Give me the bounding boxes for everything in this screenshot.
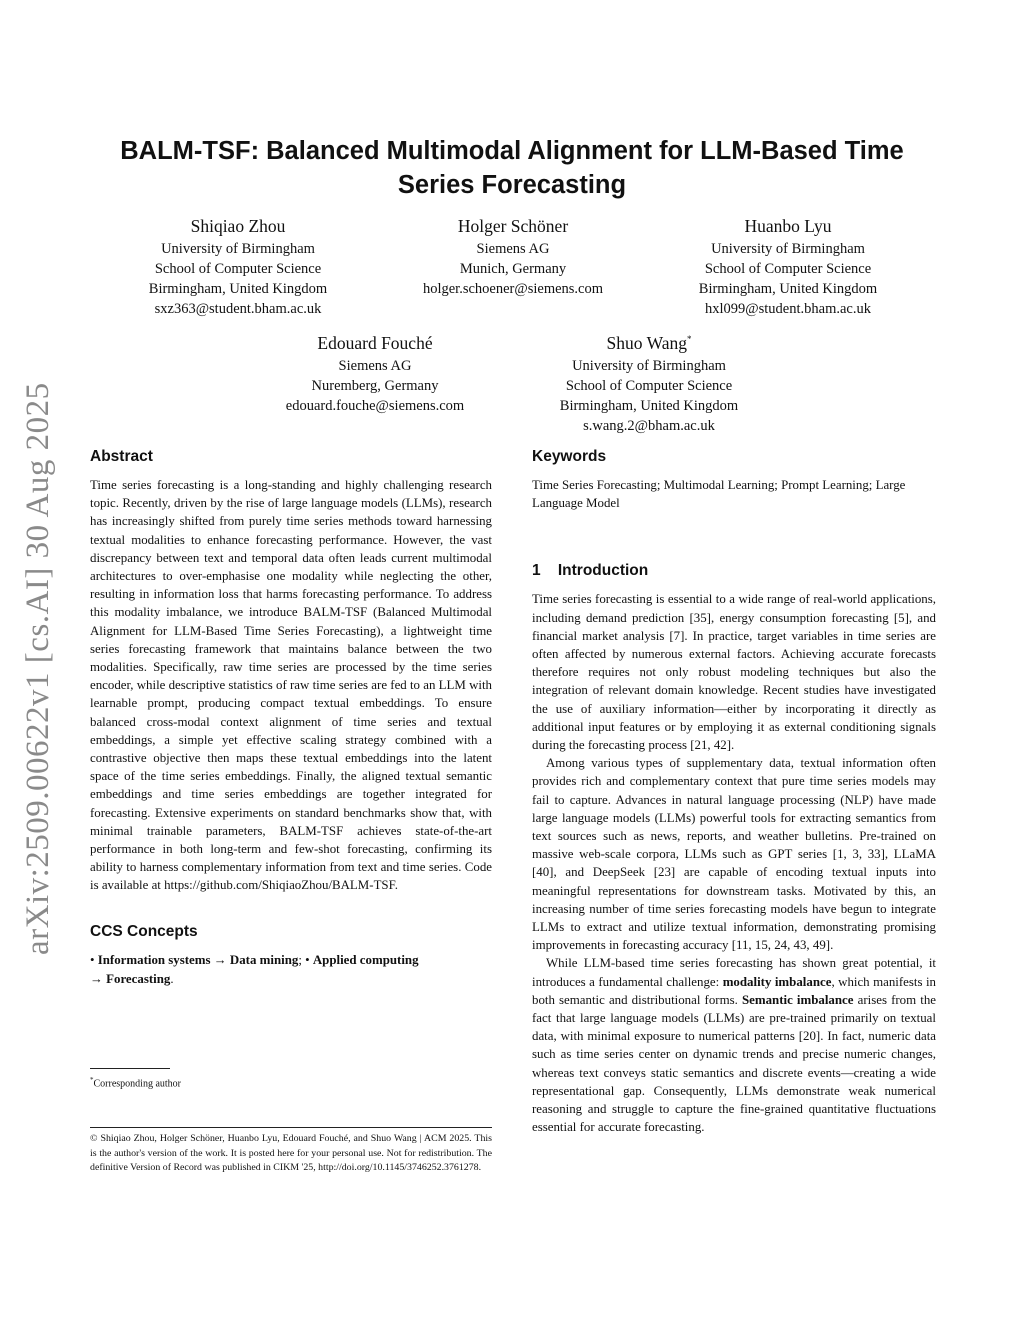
author-email: edouard.fouche@siemens.com	[285, 398, 465, 414]
footnote-divider	[90, 1068, 170, 1069]
copyright-notice: © Shiqiao Zhou, Holger Schöner, Huanbo Lyu, Edouard Fouché, and Shuo Wang | ACM 2025. This is the author's version of the work. It is posted here for your personal use. Not for redistribution. The definitive Version of Record was published in CIKM '25, http://doi.org/10.1145/3746252.3761278.	[90, 1133, 492, 1174]
author-affiliation: University of Birmingham	[711, 241, 865, 257]
ccs-end: .	[170, 971, 174, 986]
intro-text: While LLM-based time series forecasting has shown great potential, it introduces a fundamental challenge:	[532, 956, 936, 989]
author-affiliation: Siemens AG	[338, 358, 412, 374]
intro-paragraph-2: Among various types of supplementary data, textual information often provides rich and complementary context that pure time series models may fail to capture. Advances in natural language processing (NLP) have made large language models (LLMs) powerful tools for extracting semantics from text sources such as news, reports, and weather bulletins. Pre-trained on massive web-scale corpora, LLMs such as GPT series [1, 3, 33], LLaMA [40], and DeepSeek [23] are capable of encoding textual inputs into meaningful representations for downstream tasks. Motivated by this, an increasing number of time series forecasting models have begun to integrate LLMs to extract and utilize textual information, demonstrating promising improvements in forecasting accuracy [11, 15, 24, 43, 49].	[532, 756, 936, 953]
author-location: Birmingham, United Kingdom	[148, 281, 328, 297]
ccs-concepts	[90, 951, 492, 989]
ccs-bullet: •	[90, 952, 95, 967]
author-department: School of Computer Science	[565, 378, 733, 394]
ccs-term: Applied computing	[312, 952, 419, 967]
author-block	[245, 330, 505, 416]
author-email: s.wang.2@bham.ac.uk	[583, 418, 715, 434]
right-column	[532, 446, 936, 1137]
corresponding-author-mark: *	[686, 334, 692, 345]
author-email: holger.schoener@siemens.com	[422, 281, 604, 297]
author-name-text: Shuo Wang	[606, 333, 687, 353]
author-block	[658, 213, 918, 319]
intro-paragraph-1: Time series forecasting is essential to a wide range of real-world applications, including demand prediction [35], energy consumption forecasting [5], and financial market analysis [7]. In practice, target variables in time series are often affected by numerous external factors. Achieving accurate forecasts therefore requires not only robust modeling techniques but also the integration of relevant domain knowledge. Recent studies have investigated the use of auxiliary information—either by incorporating it directly as additional input features or by employing it as external conditioning signals during the forecasting process [21, 42].	[532, 592, 936, 753]
author-block	[108, 213, 368, 319]
ccs-term: Information systems	[97, 952, 211, 967]
author-name	[519, 330, 779, 356]
introduction-heading: 1 Introduction	[532, 562, 649, 580]
keywords-text: Time Series Forecasting; Multimodal Learning; Prompt Learning; Large Language Model	[532, 478, 906, 511]
author-block	[519, 330, 779, 436]
author-name: Shiqiao Zhou	[190, 216, 286, 236]
abstract-text: Time series forecasting is a long-standing and highly challenging research topic. Recently, driven by the rise of large language models (LLMs), research has increasingly shifted from purely time series methods toward harnessing textual modalities to enhance forecasting performance. However, the vast discrepancy between text and temporal data often leads current multimodal architectures to over-emphasise one modality while neglecting the other, resulting in information loss that harms forecasting performance. To address this modality imbalance, we introduce BALM-TSF (Balanced Multimodal Alignment for LLM-Based Time Series Forecasting), a lightweight time series forecasting framework that maintains balance between the two modalities. Specifically, raw time series are processed by the time series encoder, while descriptive statistics of raw time series are fed to an LLM with learnable prompt, producing compact textual embeddings. To ensure balanced cross-modal context alignment of time series and textual embeddings, a simple yet effective scaling strategy combined with a contrastive objective then maps these textual embeddings into the latent space of the time series embeddings. Finally, the aligned textual semantic embeddings and time series embeddings are together integrated for forecasting. Extensive experiments on standard benchmarks show that, with minimal trainable parameters, BALM-TSF achieves state-of-the-art performance in both long-term and few-shot forecasting, confirming its ability to harness complementary information from text and time series. Code is available at https://github.com/ShiqiaoZhou/BALM-TSF.	[90, 478, 492, 893]
author-department: School of Computer Science	[154, 261, 322, 277]
ccs-term: Data mining	[229, 952, 299, 967]
copyright-divider	[90, 1127, 492, 1128]
intro-paragraph-3	[532, 954, 936, 1136]
author-location: Birmingham, United Kingdom	[698, 281, 878, 297]
arxiv-stamp: arXiv:2509.00622v1 [cs.AI] 30 Aug 2025	[20, 382, 56, 955]
intro-text: , which manifests in both semantic and distributional forms.	[532, 974, 936, 1007]
author-location: Munich, Germany	[459, 261, 567, 277]
author-affiliation: University of Birmingham	[572, 358, 726, 374]
left-column	[90, 446, 492, 989]
ccs-separator: ;	[298, 952, 306, 967]
footnote-text: Corresponding author	[93, 1078, 181, 1090]
intro-emphasis: Semantic imbalance	[741, 992, 854, 1007]
author-department: School of Computer Science	[704, 261, 872, 277]
intro-emphasis: modality imbalance	[722, 974, 832, 989]
ccs-arrow: →	[213, 952, 227, 967]
abstract-heading: Abstract	[90, 448, 153, 465]
author-affiliation: University of Birmingham	[161, 241, 315, 257]
intro-text: arises from the fact that large language models (LLMs) are pre-trained primarily on textual data, with minimal exposure to numerical patterns [20]. In fact, numeric data such as time series center on dynamic trends and precise numeric changes, whereas text conveys static semantics and discrete events—creating a wide representational gap. Consequently, LLMs demonstrate weak numerical reasoning and struggle to capture the fine-grained quantitative fluctuations essential for accurate forecasting.	[532, 992, 936, 1135]
ccs-arrow: →	[90, 971, 103, 986]
author-name: Edouard Fouché	[317, 333, 433, 353]
author-email: sxz363@student.bham.ac.uk	[154, 301, 322, 317]
paper-title: BALM-TSF: Balanced Multimodal Alignment for LLM-Based Time Series Forecasting	[120, 137, 904, 199]
ccs-bullet: •	[305, 952, 310, 967]
author-name: Huanbo Lyu	[744, 216, 832, 236]
author-block	[382, 213, 644, 299]
author-location: Nuremberg, Germany	[311, 378, 439, 394]
ccs-heading: CCS Concepts	[90, 922, 198, 940]
author-name: Holger Schöner	[457, 216, 569, 236]
keywords-heading: Keywords	[532, 448, 607, 465]
footnote-mark: *	[90, 1076, 94, 1084]
author-affiliation: Siemens AG	[476, 241, 550, 257]
author-email: hxl099@student.bham.ac.uk	[705, 301, 871, 317]
author-location: Birmingham, United Kingdom	[559, 398, 739, 414]
footnote	[90, 1074, 181, 1090]
ccs-term: Forecasting	[106, 971, 171, 986]
